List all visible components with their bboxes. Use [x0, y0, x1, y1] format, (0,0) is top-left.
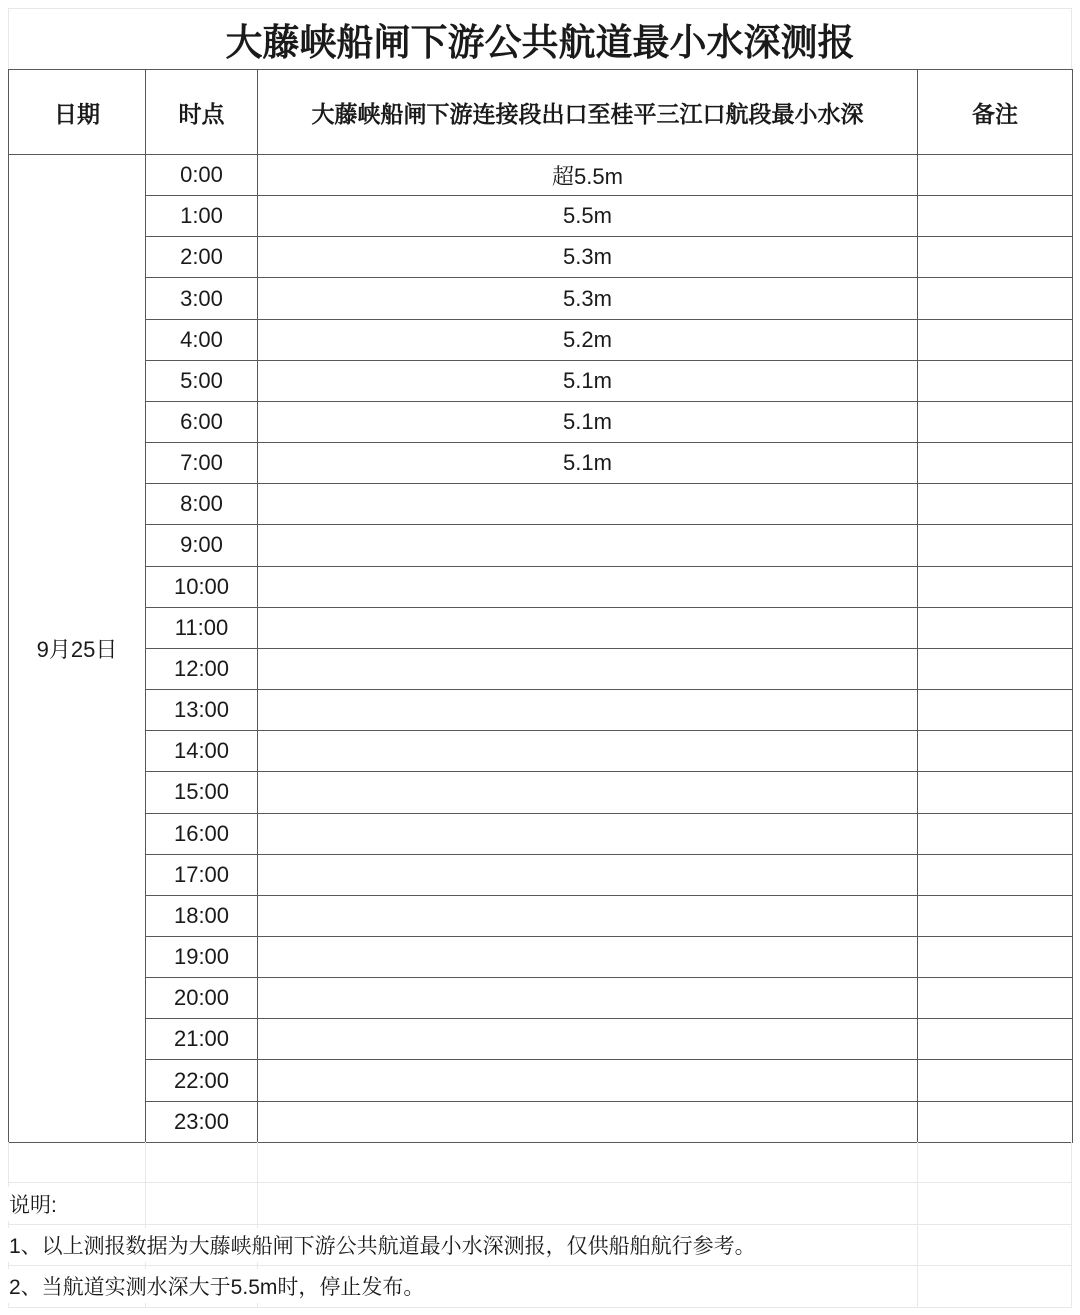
data-row	[9, 607, 1073, 648]
time-cell: 20:00	[146, 978, 258, 1019]
depth-cell	[258, 731, 918, 772]
notes-heading-row	[8, 1183, 1072, 1224]
remark-cell	[918, 813, 1073, 854]
time-cell: 5:00	[146, 360, 258, 401]
date-cell: 9月25日	[9, 155, 146, 1143]
depth-cell: 5.1m	[258, 360, 918, 401]
remark-cell	[918, 484, 1073, 525]
time-cell: 16:00	[146, 813, 258, 854]
data-row	[9, 648, 1073, 689]
time-cell: 0:00	[146, 155, 258, 196]
remark-cell	[918, 443, 1073, 484]
column-header-depth: 大藤峡船闸下游连接段出口至桂平三江口航段最小水深	[258, 70, 918, 155]
data-row	[9, 360, 1073, 401]
note-item-row	[8, 1225, 1072, 1266]
remark-cell	[918, 895, 1073, 936]
remark-cell	[918, 196, 1073, 237]
time-cell: 18:00	[146, 895, 258, 936]
column-header-time: 时点	[146, 70, 258, 155]
data-row	[9, 895, 1073, 936]
time-cell: 2:00	[146, 237, 258, 278]
time-cell: 4:00	[146, 319, 258, 360]
remark-cell	[918, 690, 1073, 731]
time-cell: 17:00	[146, 854, 258, 895]
remark-cell	[918, 936, 1073, 977]
depth-cell	[258, 978, 918, 1019]
depth-cell	[258, 895, 918, 936]
data-row	[9, 1019, 1073, 1060]
time-cell: 9:00	[146, 525, 258, 566]
report-title: 大藤峡船闸下游公共航道最小水深测报	[8, 8, 1072, 69]
time-cell: 21:00	[146, 1019, 258, 1060]
time-cell: 12:00	[146, 648, 258, 689]
data-row	[9, 731, 1073, 772]
data-row	[9, 1060, 1073, 1101]
remark-cell	[918, 319, 1073, 360]
data-row	[9, 978, 1073, 1019]
data-row	[9, 237, 1073, 278]
time-cell: 3:00	[146, 278, 258, 319]
data-row	[9, 525, 1073, 566]
depth-cell: 5.3m	[258, 237, 918, 278]
depth-cell: 超5.5m	[258, 155, 918, 196]
remark-cell	[918, 401, 1073, 442]
depth-cell	[258, 525, 918, 566]
notes-spacer-row	[8, 1142, 1072, 1183]
depth-cell	[258, 1019, 918, 1060]
remark-cell	[918, 525, 1073, 566]
depth-cell	[258, 936, 918, 977]
data-row	[9, 936, 1073, 977]
data-row	[9, 196, 1073, 237]
depth-cell	[258, 690, 918, 731]
time-cell: 1:00	[146, 196, 258, 237]
remark-cell	[918, 607, 1073, 648]
depth-cell	[258, 648, 918, 689]
data-row	[9, 1101, 1073, 1142]
remark-cell	[918, 772, 1073, 813]
time-cell: 7:00	[146, 443, 258, 484]
depth-cell	[258, 813, 918, 854]
depth-cell	[258, 607, 918, 648]
depth-cell	[258, 566, 918, 607]
data-row	[9, 813, 1073, 854]
depth-cell	[258, 1060, 918, 1101]
notes-section	[8, 1142, 1072, 1308]
data-row	[9, 854, 1073, 895]
data-row	[9, 566, 1073, 607]
time-cell: 8:00	[146, 484, 258, 525]
depth-cell	[258, 772, 918, 813]
column-header-remark: 备注	[918, 70, 1073, 155]
depth-table	[8, 69, 1073, 1143]
time-cell: 11:00	[146, 607, 258, 648]
time-cell: 14:00	[146, 731, 258, 772]
remark-cell	[918, 566, 1073, 607]
note-item-2: 2、当航道实测水深大于5.5m时，停止发布。	[8, 1269, 427, 1303]
data-row	[9, 319, 1073, 360]
notes-heading: 说明:	[8, 1187, 60, 1221]
time-cell: 22:00	[146, 1060, 258, 1101]
depth-table-body	[9, 155, 1073, 1143]
time-cell: 19:00	[146, 936, 258, 977]
remark-cell	[918, 360, 1073, 401]
remark-cell	[918, 155, 1073, 196]
data-row	[9, 443, 1073, 484]
data-row	[9, 401, 1073, 442]
remark-cell	[918, 648, 1073, 689]
remark-cell	[918, 1060, 1073, 1101]
time-cell: 6:00	[146, 401, 258, 442]
remark-cell	[918, 237, 1073, 278]
depth-cell: 5.2m	[258, 319, 918, 360]
data-row	[9, 278, 1073, 319]
note-item-1: 1、以上测报数据为大藤峡船闸下游公共航道最小水深测报，仅供船舶航行参考。	[8, 1228, 759, 1262]
remark-cell	[918, 731, 1073, 772]
depth-cell	[258, 484, 918, 525]
time-cell: 23:00	[146, 1101, 258, 1142]
data-row	[9, 772, 1073, 813]
depth-cell: 5.3m	[258, 278, 918, 319]
depth-cell	[258, 854, 918, 895]
data-row	[9, 484, 1073, 525]
depth-cell: 5.1m	[258, 401, 918, 442]
data-row	[9, 155, 1073, 196]
time-cell: 15:00	[146, 772, 258, 813]
remark-cell	[918, 1101, 1073, 1142]
remark-cell	[918, 854, 1073, 895]
column-header-date: 日期	[9, 70, 146, 155]
depth-cell: 5.5m	[258, 196, 918, 237]
header-row	[9, 70, 1073, 155]
time-cell: 10:00	[146, 566, 258, 607]
remark-cell	[918, 278, 1073, 319]
data-row	[9, 690, 1073, 731]
depth-cell: 5.1m	[258, 443, 918, 484]
depth-cell	[258, 1101, 918, 1142]
time-cell: 13:00	[146, 690, 258, 731]
note-item-row	[8, 1266, 1072, 1307]
remark-cell	[918, 978, 1073, 1019]
remark-cell	[918, 1019, 1073, 1060]
